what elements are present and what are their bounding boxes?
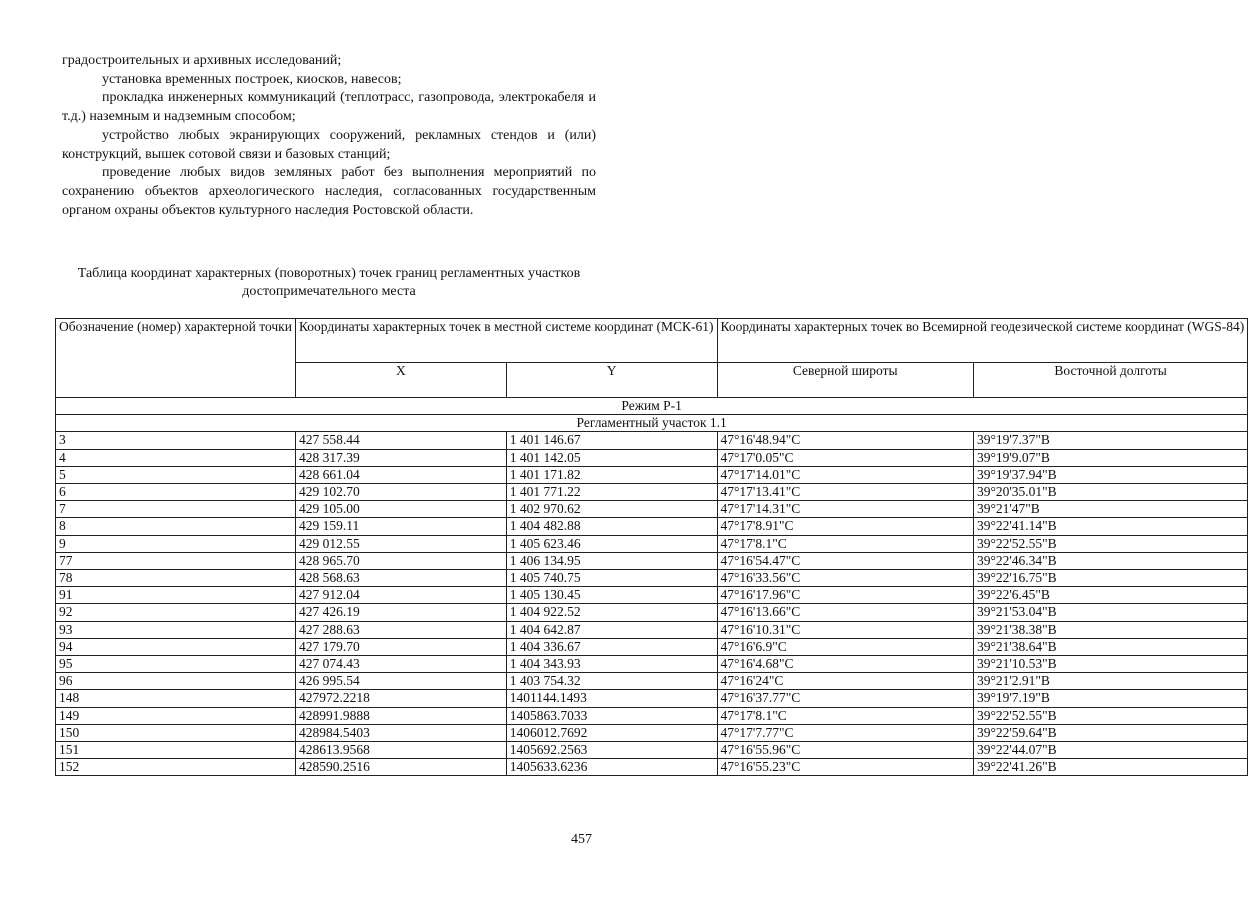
longitude: 39°22'52.55"В: [973, 707, 1247, 724]
coordinates-table: [55, 318, 1248, 776]
latitude: 47°16'6.9"С: [717, 638, 973, 655]
coord-y: 1401144.1493: [506, 690, 717, 707]
table-row: [56, 466, 1248, 483]
coord-y: 1405692.2563: [506, 742, 717, 759]
longitude: 39°22'59.64"В: [973, 724, 1247, 741]
table-row: [56, 604, 1248, 621]
table-row: [56, 518, 1248, 535]
longitude: 39°22'44.07"В: [973, 742, 1247, 759]
coord-y: 1 403 754.32: [506, 673, 717, 690]
coord-x: 427 179.70: [295, 638, 506, 655]
point-number: 3: [56, 432, 296, 449]
latitude: 47°17'8.1"С: [717, 707, 973, 724]
longitude: 39°19'7.19"В: [973, 690, 1247, 707]
latitude: 47°16'37.77"С: [717, 690, 973, 707]
longitude: 39°21'38.64"В: [973, 638, 1247, 655]
point-number: 9: [56, 535, 296, 552]
table-row: [56, 656, 1248, 673]
latitude: 47°16'24"С: [717, 673, 973, 690]
header-local: Координаты характерных точек в местной системе координат (МСК-61): [295, 319, 717, 363]
paragraph: прокладка инженерных коммуникаций (теплотрасс, газопровода, электрокабеля и т.д.) наземным и надземным способом;: [62, 90, 596, 125]
coord-y: 1 404 642.87: [506, 621, 717, 638]
longitude: 39°21'10.53"В: [973, 656, 1247, 673]
table-row: [56, 432, 1248, 449]
point-number: 5: [56, 466, 296, 483]
point-number: 148: [56, 690, 296, 707]
longitude: 39°21'38.38"В: [973, 621, 1247, 638]
header-lat: Северной широты: [717, 363, 973, 398]
point-number: 152: [56, 759, 296, 776]
latitude: 47°16'4.68"С: [717, 656, 973, 673]
table-row: [56, 552, 1248, 569]
coord-y: 1 401 142.05: [506, 449, 717, 466]
point-number: 6: [56, 484, 296, 501]
section-label: Регламентный участок 1.1: [56, 415, 1248, 432]
table-row: [56, 535, 1248, 552]
coord-x: 428 568.63: [295, 570, 506, 587]
table-row: [56, 484, 1248, 501]
coord-x: 428 661.04: [295, 466, 506, 483]
latitude: 47°16'48.94"С: [717, 432, 973, 449]
coord-x: 427972.2218: [295, 690, 506, 707]
coord-x: 428 317.39: [295, 449, 506, 466]
point-number: 151: [56, 742, 296, 759]
longitude: 39°22'41.26"В: [973, 759, 1247, 776]
coord-y: 1 401 146.67: [506, 432, 717, 449]
point-number: 7: [56, 501, 296, 518]
coord-x: 428613.9568: [295, 742, 506, 759]
latitude: 47°16'33.56"С: [717, 570, 973, 587]
header-lon: Восточной долготы: [973, 363, 1247, 398]
regime-label: Режим Р-1: [56, 398, 1248, 415]
latitude: 47°16'55.23"С: [717, 759, 973, 776]
coord-y: 1406012.7692: [506, 724, 717, 741]
latitude: 47°16'55.96"С: [717, 742, 973, 759]
coord-x: 426 995.54: [295, 673, 506, 690]
point-number: 92: [56, 604, 296, 621]
latitude: 47°17'0.05"С: [717, 449, 973, 466]
table-row: [56, 742, 1248, 759]
coord-y: 1 405 130.45: [506, 587, 717, 604]
point-number: 93: [56, 621, 296, 638]
coord-x: 428 965.70: [295, 552, 506, 569]
body-text: [62, 52, 596, 220]
coord-y: 1 404 922.52: [506, 604, 717, 621]
table-row: [56, 759, 1248, 776]
longitude: 39°22'6.45"В: [973, 587, 1247, 604]
regime-row: [56, 398, 1248, 415]
point-number: 150: [56, 724, 296, 741]
longitude: 39°22'41.14"В: [973, 518, 1247, 535]
longitude: 39°22'16.75"В: [973, 570, 1247, 587]
coord-x: 427 558.44: [295, 432, 506, 449]
coord-y: 1 405 740.75: [506, 570, 717, 587]
latitude: 47°17'13.41"С: [717, 484, 973, 501]
latitude: 47°17'14.01"С: [717, 466, 973, 483]
point-number: 96: [56, 673, 296, 690]
table-row: [56, 449, 1248, 466]
table-row: [56, 570, 1248, 587]
coord-x: 429 159.11: [295, 518, 506, 535]
header-point: Обозначение (номер) характерной точки: [56, 319, 296, 398]
table-header-row: [56, 319, 1248, 363]
longitude: 39°21'2.91"В: [973, 673, 1247, 690]
coord-x: 428590.2516: [295, 759, 506, 776]
header-x: X: [295, 363, 506, 398]
latitude: 47°16'54.47"С: [717, 552, 973, 569]
section-row: [56, 415, 1248, 432]
coord-y: 1 406 134.95: [506, 552, 717, 569]
page-number: 457: [571, 832, 592, 847]
table-row: [56, 707, 1248, 724]
latitude: 47°16'17.96"С: [717, 587, 973, 604]
latitude: 47°16'10.31"С: [717, 621, 973, 638]
coord-x: 427 288.63: [295, 621, 506, 638]
coord-x: 429 012.55: [295, 535, 506, 552]
coord-y: 1 405 623.46: [506, 535, 717, 552]
longitude: 39°19'7.37"В: [973, 432, 1247, 449]
point-number: 149: [56, 707, 296, 724]
coord-x: 428991.9888: [295, 707, 506, 724]
latitude: 47°17'8.91"С: [717, 518, 973, 535]
table-caption: Таблица координат характерных (поворотных) точек границ регламентных участков достопримечательного места: [77, 266, 581, 299]
table-row: [56, 501, 1248, 518]
longitude: 39°21'53.04"В: [973, 604, 1247, 621]
point-number: 95: [56, 656, 296, 673]
point-number: 78: [56, 570, 296, 587]
point-number: 91: [56, 587, 296, 604]
longitude: 39°19'37.94"В: [973, 466, 1247, 483]
longitude: 39°19'9.07"В: [973, 449, 1247, 466]
paragraph: проведение любых видов земляных работ без выполнения мероприятий по сохранению объектов археологического наследия, согласованных государственным органом охраны объектов культурного наследия Ростовской области.: [62, 165, 596, 218]
paragraph: устройство любых экранирующих сооружений, рекламных стендов и (или) конструкций, вышек сотовой связи и базовых станций;: [62, 127, 596, 162]
coord-x: 427 912.04: [295, 587, 506, 604]
coord-x: 428984.5403: [295, 724, 506, 741]
table-row: [56, 621, 1248, 638]
paragraph: градостроительных и архивных исследований;: [62, 53, 342, 68]
longitude: 39°22'46.34"В: [973, 552, 1247, 569]
table-row: [56, 673, 1248, 690]
coord-x: 429 102.70: [295, 484, 506, 501]
coord-x: 427 074.43: [295, 656, 506, 673]
latitude: 47°17'14.31"С: [717, 501, 973, 518]
latitude: 47°16'13.66"С: [717, 604, 973, 621]
coord-y: 1405633.6236: [506, 759, 717, 776]
coord-x: 427 426.19: [295, 604, 506, 621]
coord-y: 1 401 771.22: [506, 484, 717, 501]
point-number: 8: [56, 518, 296, 535]
latitude: 47°17'7.77"С: [717, 724, 973, 741]
coord-y: 1 404 343.93: [506, 656, 717, 673]
header-y: Y: [506, 363, 717, 398]
point-number: 4: [56, 449, 296, 466]
paragraph: установка временных построек, киосков, навесов;: [102, 71, 402, 87]
longitude: 39°21'47"В: [973, 501, 1247, 518]
table-row: [56, 638, 1248, 655]
header-wgs: Координаты характерных точек во Всемирной геодезической системе координат (WGS-84): [717, 319, 1248, 363]
table-row: [56, 724, 1248, 741]
table-row: [56, 587, 1248, 604]
coord-y: 1405863.7033: [506, 707, 717, 724]
point-number: 94: [56, 638, 296, 655]
coord-y: 1 402 970.62: [506, 501, 717, 518]
longitude: 39°20'35.01"В: [973, 484, 1247, 501]
table-row: [56, 690, 1248, 707]
coord-y: 1 404 482.88: [506, 518, 717, 535]
longitude: 39°22'52.55"В: [973, 535, 1247, 552]
point-number: 77: [56, 552, 296, 569]
coord-y: 1 404 336.67: [506, 638, 717, 655]
coord-x: 429 105.00: [295, 501, 506, 518]
latitude: 47°17'8.1"С: [717, 535, 973, 552]
coord-y: 1 401 171.82: [506, 466, 717, 483]
